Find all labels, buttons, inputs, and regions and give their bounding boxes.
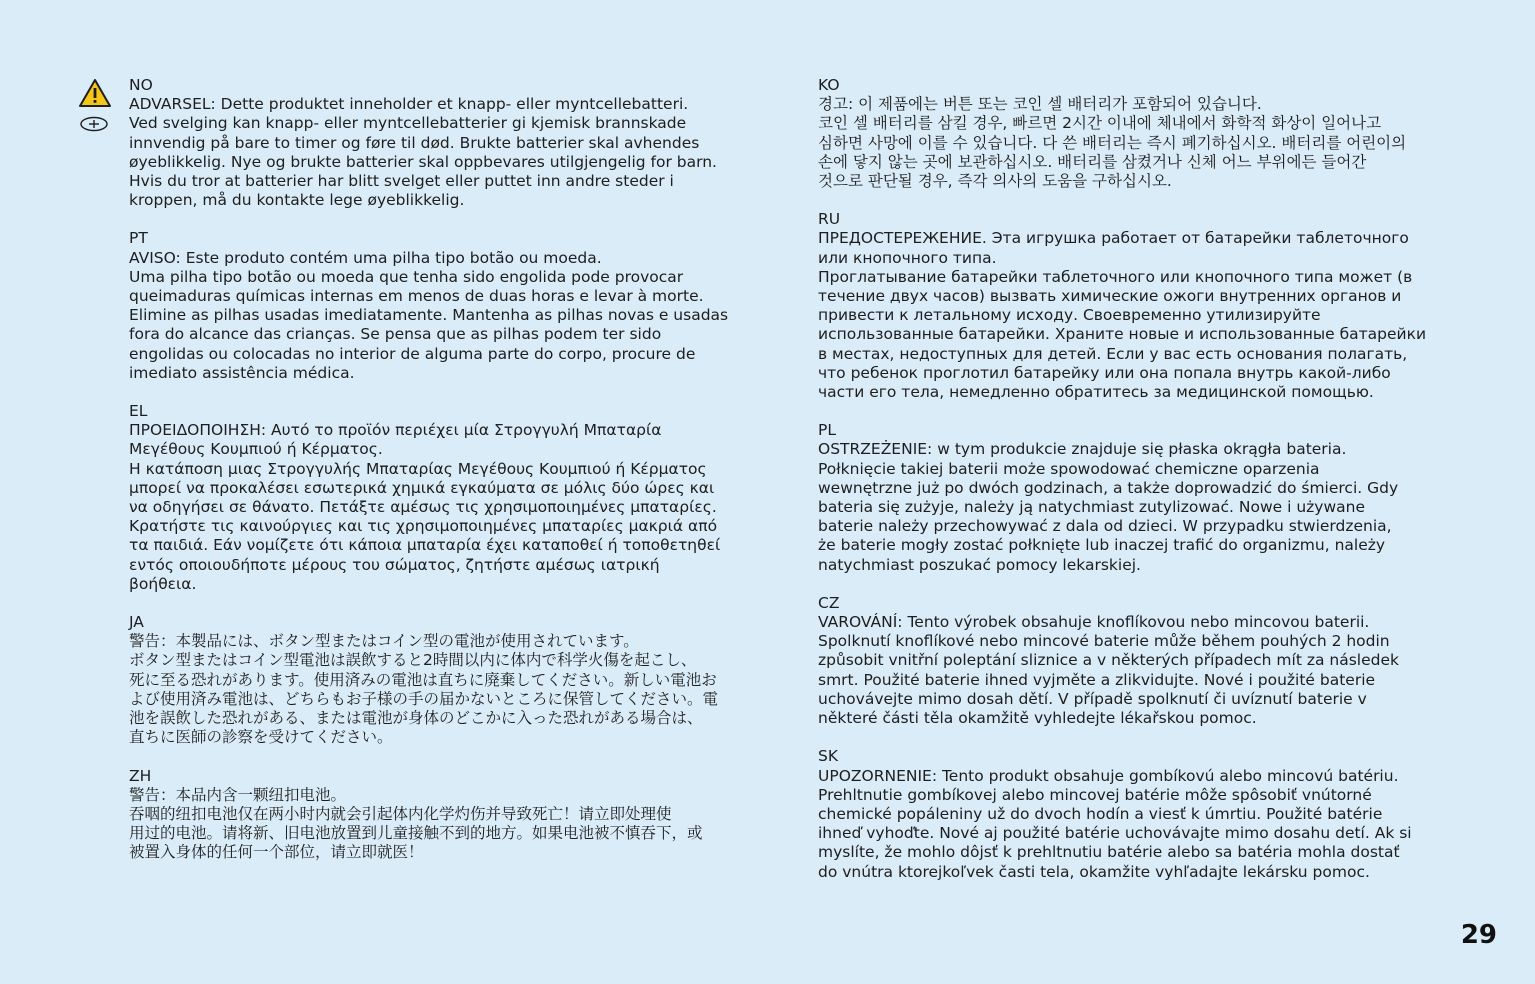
warning-text-line: 警告：本製品には、ボタン型またはコイン型の電池が使用されています。: [129, 632, 639, 651]
right-column: [818, 76, 1458, 901]
warning-section-sk: [818, 747, 1458, 881]
warning-text-line: smrt. Použité baterie ihned vyjměte a zlikvidujte. Nové i použité baterie: [818, 670, 1376, 689]
warning-text-line: привести к летальному исходу. Своевременно утилизируйте: [818, 306, 1321, 325]
warning-text-line: chemické popáleniny už do dvoch hodín a viesť k úmrtiu. Použité batérie: [818, 804, 1383, 823]
warning-text-line: ihneď vyhoďte. Nové aj použité batérie uchovávajte mimo dosahu detí. Ak si: [818, 824, 1412, 843]
warning-text-line: innvendig på bare to timer og føre til død. Brukte batterier skal avhendes: [129, 133, 700, 152]
language-code: ZH: [129, 766, 152, 785]
warning-text-line: Uma pilha tipo botão ou moeda que tenha sido engolida pode provocar: [129, 267, 684, 286]
warning-section-ko: [818, 76, 1458, 191]
warning-section-pl: [818, 421, 1458, 575]
warning-text-line: 심하면 사망에 이를 수 있습니다. 다 쓴 배터리는 즉시 폐기하십시오. 배터리를 어린이의: [818, 133, 1407, 152]
language-code: PL: [818, 421, 836, 440]
warning-text-line: να οδηγήσει σε θάνατο. Πετάξτε αμέσως τις χρησιμοποιημένες μπαταρίες.: [129, 498, 717, 517]
warning-section-pt: [129, 229, 769, 383]
warning-text-line: βοήθεια.: [129, 574, 197, 593]
warning-text-line: bateria się zużyje, należy ją natychmiast zutylizować. Nowe i używane: [818, 498, 1366, 517]
warning-text-line: wewnętrzne już po dwóch godzinach, a także doprowadzić do śmierci. Gdy: [818, 478, 1399, 497]
warning-text-line: baterie należy przechowywać z dala od dzieci. W przypadku stwierdzenia,: [818, 517, 1392, 536]
warning-text-line: использованные батарейки. Храните новые и использованные батарейки: [818, 325, 1427, 344]
warning-text-line: 池を誤飲した恐れがある、または電池が身体のどこかに入った恐れがある場合は、: [129, 709, 703, 728]
warning-text-line: engolidas ou colocadas no interior de alguma parte do corpo, procure de: [129, 344, 696, 363]
warning-text-line: части его тела, немедленно обратитесь за медицинской помощью.: [818, 383, 1374, 402]
warning-text-line: VAROVÁNÍ: Tento výrobek obsahuje knoflíkovou nebo mincovou baterii.: [818, 613, 1370, 632]
warning-section-no: [129, 76, 769, 210]
warning-text-line: OSTRZEŻENIE: w tym produkcie znajduje się płaska okrągła bateria.: [818, 440, 1347, 459]
warning-text-line: в местах, недоступных для детей. Если у вас есть основания полагать,: [818, 344, 1408, 363]
warning-text-line: τα παιδιά. Εάν νομίζετε ότι κάποια μπαταρία έχει καταποθεί ή τοποθετηθεί: [129, 536, 721, 555]
warning-section-zh: [129, 767, 769, 863]
warning-text-line: 경고: 이 제품에는 버튼 또는 코인 셀 배터리가 포함되어 있습니다.: [818, 95, 1262, 114]
warning-text-line: よび使用済み電池は、どちらもお子様の手の届かないところに保管してください。電: [129, 689, 719, 708]
coin-cell-battery-icon: [80, 116, 108, 132]
left-column: [129, 76, 769, 882]
warning-text-line: 손에 닿지 않는 곳에 보관하십시오. 배터리를 삼켰거나 신체 어느 부위에든 들어간: [818, 152, 1367, 171]
warning-section-ru: [818, 210, 1458, 402]
warning-text-line: течение двух часов) вызвать химические ожоги внутренних органов и: [818, 287, 1402, 306]
warning-text-line: Hvis du tror at batterier har blitt svelget eller puttet inn andre steder i: [129, 172, 674, 191]
warning-text-line: Prehltnutie gombíkovej alebo mincovej batérie môže spôsobiť vnútorné: [818, 785, 1372, 804]
warning-icons: [78, 78, 112, 112]
language-code: KO: [818, 76, 840, 94]
warning-text-line: 死に至る恐れがあります。使用済みの電池は直ちに廃棄してください。新しい電池お: [129, 670, 717, 689]
warning-text-line: myslíte, že mohlo dôjsť k prehltnutiu batérie alebo sa batéria mohla dostať: [818, 843, 1400, 862]
warning-text-line: ПРЕДОСТЕРЕЖЕНИЕ. Эта игрушка работает от батарейки таблеточного: [818, 229, 1409, 248]
warning-text-line: 直ちに医師の診察を受けてください。: [129, 728, 393, 747]
warning-text-line: natychmiast poszukać pomocy lekarskiej.: [818, 555, 1141, 574]
warning-text-line: ΠΡΟΕΙΔΟΠΟΙΗΣΗ: Αυτό το προϊόν περιέχει μία Στρογγυλή Μπαταρία: [129, 421, 662, 440]
warning-text-line: øyeblikkelig. Nye og brukte batterier skal oppbevares utilgjengelig for barn.: [129, 152, 717, 171]
warning-text-line: Elimine as pilhas usadas imediatamente. Mantenha as pilhas novas e usadas: [129, 306, 729, 325]
warning-text-line: 것으로 판단될 경우, 즉각 의사의 도움을 구하십시오.: [818, 172, 1172, 191]
language-code: RU: [818, 210, 841, 229]
warning-text-line: AVISO: Este produto contém uma pilha tipo botão ou moeda.: [129, 248, 602, 267]
warning-text-line: Spolknutí knoflíkové nebo mincové baterie může během pouhých 2 hodin: [818, 632, 1390, 651]
warning-text-line: některé části těla okamžitě vyhledejte lékařskou pomoc.: [818, 709, 1257, 728]
language-code: EL: [129, 402, 148, 421]
warning-text-line: Проглатывание батарейки таблеточного или кнопочного типа может (в: [818, 267, 1413, 286]
language-code: CZ: [818, 593, 840, 612]
warning-text-line: Η κατάποση μιας Στρογγυλής Μπαταρίας Μεγέθους Κουμπιού ή Κέρματος: [129, 459, 707, 478]
page-number: 29: [1460, 920, 1497, 950]
warning-section-el: [129, 402, 769, 594]
warning-text-line: fora do alcance das crianças. Se pensa que as pilhas podem ter sido: [129, 325, 662, 344]
warning-text-line: Κρατήστε τις καινούργιες και τις χρησιμοποιημένες μπαταρίες μακριά από: [129, 517, 718, 536]
language-code: JA: [129, 613, 144, 632]
warning-text-line: εντός οποιουδήποτε μέρους του σώματος, ζητήστε αμέσως ιατρική: [129, 555, 660, 574]
language-code: PT: [129, 229, 148, 248]
warning-text-line: způsobit vnitřní poleptání sliznice a v některých případech mít za následek: [818, 651, 1399, 670]
warning-section-cz: [818, 594, 1458, 728]
warning-text-line: 用过的电池。请将新、旧电池放置到儿童接触不到的地方。如果电池被不慎吞下，或: [129, 824, 703, 843]
warning-text-line: że baterie mogły zostać połknięte lub inaczej trafić do organizmu, należy: [818, 536, 1386, 555]
warning-text-line: kroppen, må du kontakte lege øyeblikkelig.: [129, 191, 465, 210]
warning-text-line: UPOZORNENIE: Tento produkt obsahuje gombíkovú alebo mincovú batériu.: [818, 766, 1399, 785]
warning-text-line: queimaduras químicas internas em menos de duas horas e levar à morte.: [129, 287, 704, 306]
warning-text-line: 被置入身体的任何一个部位，请立即就医！: [129, 843, 424, 862]
warning-text-line: ボタン型またはコイン型電池は誤飲すると2時間以内に体内で科学火傷を起こし、: [129, 651, 697, 670]
language-code: NO: [129, 76, 153, 94]
warning-text-line: или кнопочного типа.: [818, 248, 997, 267]
warning-text-line: 吞咽的纽扣电池仅在两小时内就会引起体内化学灼伤并导致死亡！请立即处理使: [129, 804, 672, 823]
language-code: SK: [818, 747, 839, 766]
warning-text-line: ADVARSEL: Dette produktet inneholder et knapp- eller myntcellebatteri.: [129, 95, 689, 114]
warning-text-line: Ved svelging kan knapp- eller myntcellebatterier gi kjemisk brannskade: [129, 114, 687, 133]
warning-text-line: do vnútra ktorejkoľvek časti tela, okamžite vyhľadajte lekársku pomoc.: [818, 862, 1370, 881]
warning-text-line: Μεγέθους Κουμπιού ή Κέρματος.: [129, 440, 383, 459]
warning-text-line: uchovávejte mimo dosah dětí. V případě spolknutí či uvíznutí baterie v: [818, 689, 1367, 708]
warning-text-line: что ребенок проглотил батарейку или она попала внутрь какой-либо: [818, 363, 1391, 382]
warning-text-line: 코인 셀 배터리를 삼킬 경우, 빠르면 2시간 이내에 체내에서 화학적 화상이 일어나고: [818, 114, 1382, 133]
warning-triangle-icon: [78, 78, 112, 108]
warning-text-line: μπορεί να προκαλέσει εσωτερικά χημικά εγκαύματα σε μόλις δύο ώρες και: [129, 478, 715, 497]
warning-text-line: Połknięcie takiej baterii może spowodować chemiczne oparzenia: [818, 459, 1320, 478]
warning-section-ja: [129, 613, 769, 747]
warning-text-line: 警告：本品内含一颗纽扣电池。: [129, 785, 347, 804]
warning-text-line: imediato assistência médica.: [129, 363, 355, 382]
